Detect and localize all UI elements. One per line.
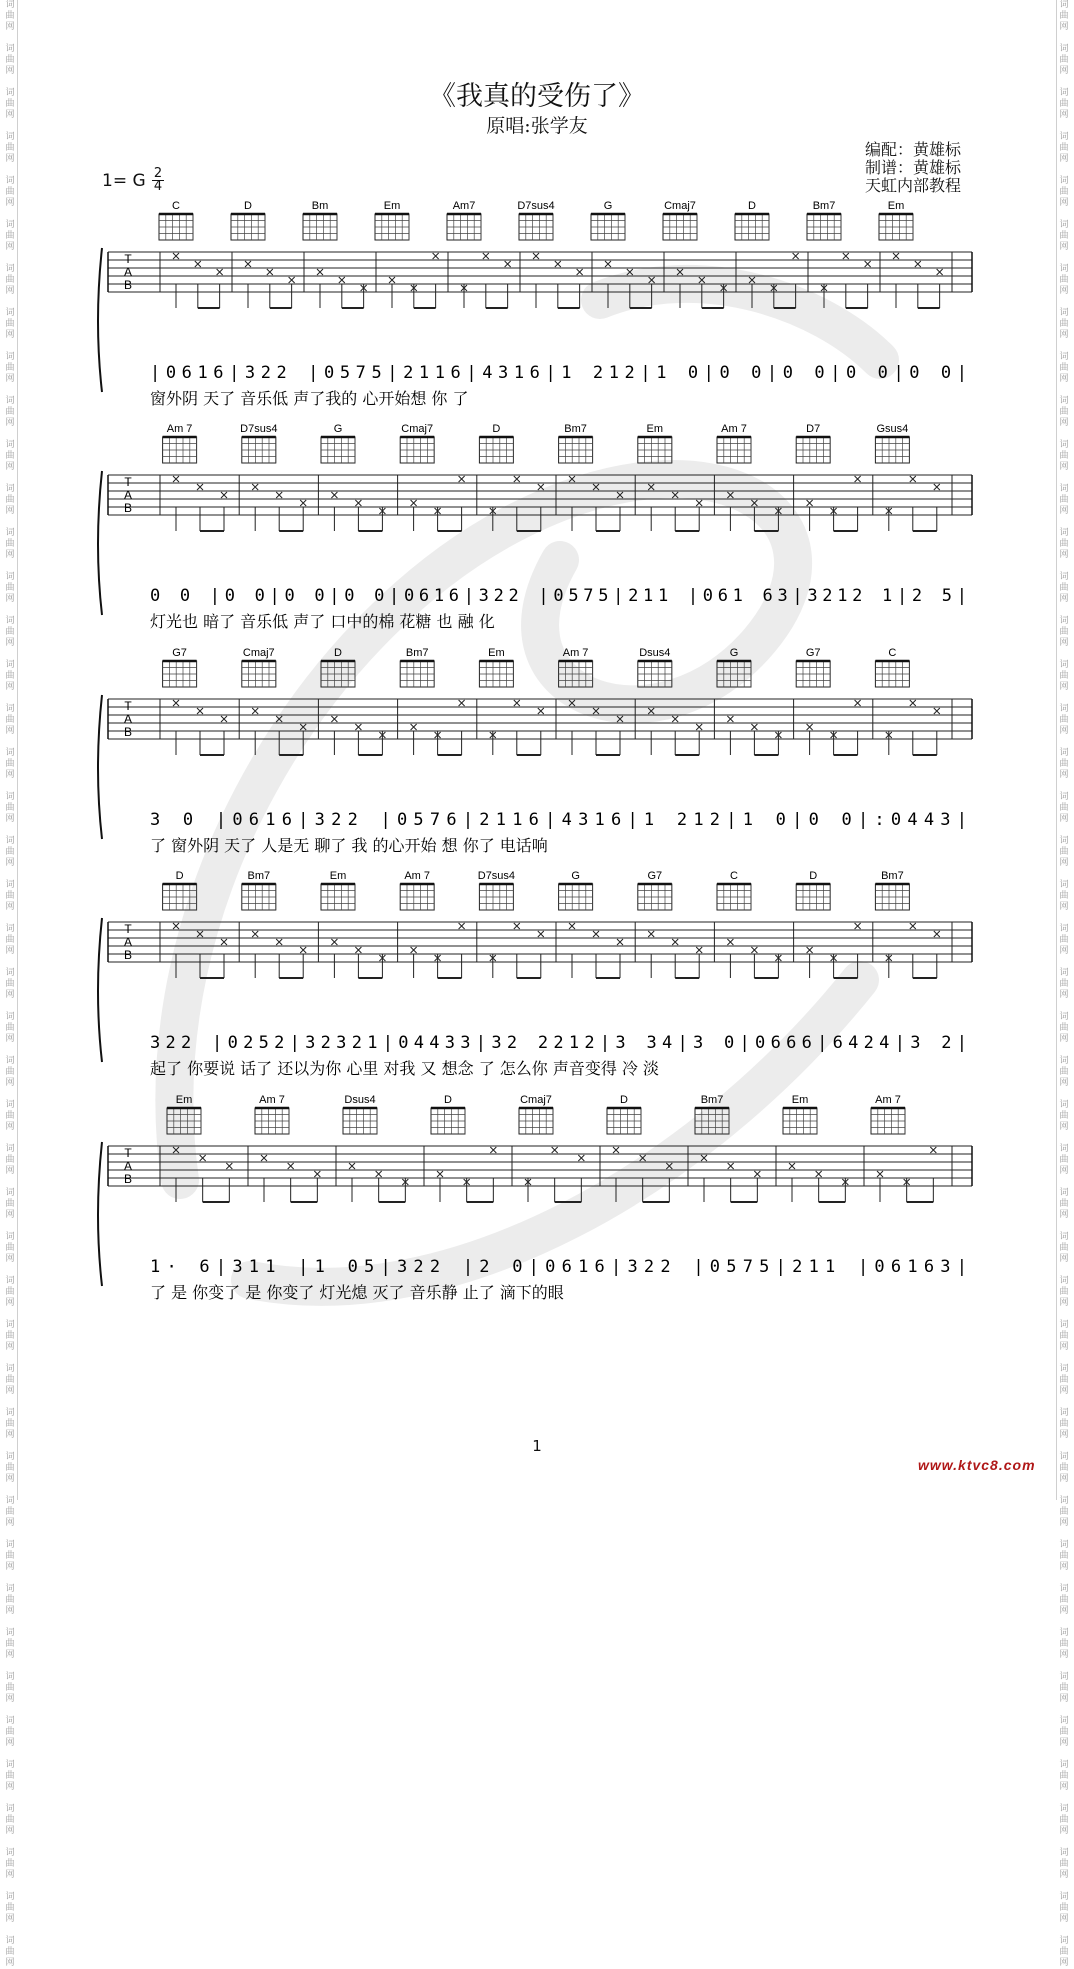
strum-notehead bbox=[173, 923, 179, 929]
chord-name: Bm7 bbox=[700, 1094, 724, 1106]
chord-name: Bm bbox=[311, 200, 329, 212]
strum-notehead bbox=[514, 476, 520, 482]
transcriber-credit: 制谱：黄雄标 bbox=[865, 158, 962, 177]
strum-notehead bbox=[217, 269, 223, 275]
strum-notehead bbox=[699, 277, 705, 283]
tutorial-credit: 天虹内部教程 bbox=[865, 176, 962, 195]
strum-notehead bbox=[617, 716, 623, 722]
chord-name: D bbox=[334, 647, 342, 659]
strum-notehead bbox=[807, 724, 813, 730]
strum-notehead bbox=[459, 476, 465, 482]
tab-clef-letter: A bbox=[123, 488, 133, 502]
strum-notehead bbox=[514, 923, 520, 929]
chord-name: Cmaj7 bbox=[520, 1094, 552, 1106]
strum-notehead bbox=[197, 484, 203, 490]
tab-clef-letter: B bbox=[123, 501, 133, 515]
chord-name: G bbox=[729, 647, 739, 659]
tab-clef-letter: A bbox=[123, 935, 133, 949]
system-brace bbox=[98, 695, 102, 839]
strum-notehead bbox=[865, 261, 871, 267]
chord-name: Em bbox=[488, 647, 505, 659]
strum-notehead bbox=[727, 492, 733, 498]
strum-notehead bbox=[459, 700, 465, 706]
lyrics-line: 窗外阴 天了 音乐低 声了我的 心开始想 你 了 bbox=[150, 389, 469, 408]
strum-notehead bbox=[490, 1147, 496, 1153]
numbered-notation: 322 |0252|32321|04433|32 2212|3 34|3 0|0666|6424|3 2| bbox=[150, 1033, 967, 1053]
strum-notehead bbox=[538, 484, 544, 490]
strum-notehead bbox=[221, 716, 227, 722]
tab-clef-letter: A bbox=[123, 265, 133, 279]
strum-notehead bbox=[843, 253, 849, 259]
strum-notehead bbox=[934, 708, 940, 714]
strum-notehead bbox=[376, 1171, 382, 1177]
strum-notehead bbox=[728, 1163, 734, 1169]
tab-clef-letter: T bbox=[124, 475, 132, 489]
chord-name: Cmaj7 bbox=[242, 647, 275, 659]
strum-notehead bbox=[666, 1163, 672, 1169]
chord-name: D bbox=[244, 200, 252, 212]
strum-notehead bbox=[355, 500, 361, 506]
strum-notehead bbox=[317, 269, 323, 275]
lyrics-line: 了 是 你变了 是 你变了 灯光熄 灭了 音乐静 止了 滴下的眼 bbox=[150, 1283, 564, 1302]
strum-notehead bbox=[389, 277, 395, 283]
right-watermark-column: 词 曲 网 词 曲 网 词 曲 网 词 曲 网 词 曲 网 词 曲 网 词 曲 网 词 曲 网 词 曲 网 词 曲 网 词 曲 网 词 曲 网 词 曲 网 词 曲 网 词 曲 网 词 曲 网 词 曲 网 词 曲 网 词 曲 网 词 曲 网 词 曲 网 词 曲 网 词 曲 网 词 曲 网 词 曲 网 词 曲 网 词 曲 网 词 曲 网 词 曲 网 词 曲 网 词 曲 网 词 曲 网 词 曲 网 词 曲 网 词 曲 网 词 曲 网 词 曲 网 词 曲 网 词 曲 网 词 曲 网 词 曲 网 词 曲 网 词 曲 网 词 曲 网 词 曲 网 bbox=[1056, 0, 1071, 1500]
strum-notehead bbox=[893, 253, 899, 259]
tab-clef-letter: A bbox=[123, 1159, 133, 1173]
tab-clef-letter: T bbox=[124, 699, 132, 713]
tab-clef-letter: B bbox=[123, 948, 133, 962]
strum-notehead bbox=[569, 476, 575, 482]
chord-name: C bbox=[888, 647, 897, 659]
strum-notehead bbox=[355, 724, 361, 730]
strum-notehead bbox=[288, 1163, 294, 1169]
chord-name: Am 7 bbox=[166, 423, 193, 435]
strum-notehead bbox=[505, 261, 511, 267]
numbered-notation: 0 0 |0 0|0 0|0 0|0616|322 |0575|211 |061 63|3212 1|2 5| bbox=[150, 586, 968, 606]
chord-name: Dsus4 bbox=[639, 647, 671, 659]
strum-notehead bbox=[648, 484, 654, 490]
strum-notehead bbox=[578, 1155, 584, 1161]
strum-notehead bbox=[751, 500, 757, 506]
original-singer: 原唱:张学友 bbox=[486, 115, 588, 137]
tab-clef-letter: B bbox=[123, 725, 133, 739]
strum-notehead bbox=[617, 492, 623, 498]
strum-notehead bbox=[593, 708, 599, 714]
strum-notehead bbox=[314, 1171, 320, 1177]
strum-notehead bbox=[245, 261, 251, 267]
strum-notehead bbox=[569, 700, 575, 706]
strum-notehead bbox=[751, 947, 757, 953]
strum-notehead bbox=[538, 931, 544, 937]
strum-notehead bbox=[533, 253, 539, 259]
chord-name: Em bbox=[887, 200, 905, 212]
key-signature: 1= G bbox=[102, 171, 146, 191]
strum-notehead bbox=[252, 484, 258, 490]
system-brace bbox=[98, 1142, 102, 1286]
strum-notehead bbox=[727, 716, 733, 722]
strum-notehead bbox=[677, 269, 683, 275]
chord-name: G bbox=[603, 200, 613, 212]
strum-notehead bbox=[816, 1171, 822, 1177]
strum-notehead bbox=[276, 716, 282, 722]
strum-notehead bbox=[221, 939, 227, 945]
lyrics-line: 灯光也 暗了 音乐低 声了 口中的棉 花糖 也 融 化 bbox=[150, 612, 495, 631]
left-watermark-column: 词 曲 网 词 曲 网 词 曲 网 词 曲 网 词 曲 网 词 曲 网 词 曲 网 词 曲 网 词 曲 网 词 曲 网 词 曲 网 词 曲 网 词 曲 网 词 曲 网 词 曲 网 词 曲 网 词 曲 网 词 曲 网 词 曲 网 词 曲 网 词 曲 网 词 曲 网 词 曲 网 词 曲 网 词 曲 网 词 曲 网 词 曲 网 词 曲 网 词 曲 网 词 曲 网 词 曲 网 词 曲 网 词 曲 网 词 曲 网 词 曲 网 词 曲 网 词 曲 网 词 曲 网 词 曲 网 词 曲 网 词 曲 网 词 曲 网 词 曲 网 词 曲 网 词 曲 网 bbox=[3, 0, 18, 1500]
strum-notehead bbox=[701, 1155, 707, 1161]
strum-notehead bbox=[252, 708, 258, 714]
strum-notehead bbox=[613, 1147, 619, 1153]
strum-notehead bbox=[937, 269, 943, 275]
chord-name: Em bbox=[791, 1094, 809, 1106]
chord-name: Am 7 bbox=[562, 647, 589, 659]
strum-notehead bbox=[617, 939, 623, 945]
strum-notehead bbox=[593, 484, 599, 490]
numbered-notation: 3 0 |0616|322 |0576|2116|4316|1 212|1 0|0 0|:0443| bbox=[150, 810, 967, 830]
chord-name: Am 7 bbox=[259, 1094, 285, 1106]
chord-name: D7 bbox=[806, 423, 821, 435]
strum-notehead bbox=[672, 939, 678, 945]
strum-notehead bbox=[789, 1163, 795, 1169]
page-number: 1 bbox=[532, 1437, 542, 1455]
strum-notehead bbox=[538, 708, 544, 714]
system-brace bbox=[98, 248, 102, 392]
chord-name: Bm7 bbox=[812, 200, 836, 212]
chord-name: D bbox=[175, 870, 184, 882]
strum-notehead bbox=[672, 492, 678, 498]
strum-notehead bbox=[855, 476, 861, 482]
chord-name: Bm7 bbox=[881, 870, 904, 882]
strum-notehead bbox=[807, 500, 813, 506]
strum-notehead bbox=[910, 700, 916, 706]
strum-notehead bbox=[483, 253, 489, 259]
strum-notehead bbox=[649, 277, 655, 283]
strum-notehead bbox=[696, 947, 702, 953]
chord-name: D bbox=[809, 870, 818, 882]
strum-notehead bbox=[915, 261, 921, 267]
numbered-notation: |0616|322 |0575|2116|4316|1 212|1 0|0 0|0 0|0 0|0 0| bbox=[150, 363, 968, 383]
strum-notehead bbox=[459, 923, 465, 929]
strum-notehead bbox=[910, 923, 916, 929]
strum-notehead bbox=[226, 1163, 232, 1169]
chord-name: D bbox=[748, 200, 756, 212]
chord-name: C bbox=[730, 870, 738, 882]
chord-name: D7sus4 bbox=[477, 870, 516, 882]
chord-name: D bbox=[492, 423, 501, 435]
chord-name: Am 7 bbox=[404, 870, 431, 882]
strum-notehead bbox=[696, 724, 702, 730]
time-signature-bottom: 4 bbox=[153, 179, 163, 194]
strum-notehead bbox=[552, 1147, 558, 1153]
strum-notehead bbox=[555, 261, 561, 267]
chord-name: Em bbox=[329, 870, 347, 882]
strum-notehead bbox=[514, 700, 520, 706]
chord-name: Am 7 bbox=[721, 423, 747, 435]
strum-notehead bbox=[855, 700, 861, 706]
strum-notehead bbox=[411, 947, 417, 953]
strum-notehead bbox=[749, 277, 755, 283]
chord-name: D bbox=[620, 1094, 628, 1106]
chord-name: D7sus4 bbox=[517, 200, 555, 212]
strum-notehead bbox=[261, 1155, 267, 1161]
chord-name: G7 bbox=[805, 647, 821, 659]
chord-name: Am 7 bbox=[875, 1094, 901, 1106]
tab-clef-letter: A bbox=[123, 712, 133, 726]
system-brace bbox=[98, 918, 102, 1062]
strum-notehead bbox=[648, 931, 654, 937]
strum-notehead bbox=[934, 931, 940, 937]
strum-notehead bbox=[627, 269, 633, 275]
tab-clef-letter: B bbox=[123, 278, 133, 292]
strum-notehead bbox=[197, 931, 203, 937]
strum-notehead bbox=[349, 1163, 355, 1169]
strum-notehead bbox=[877, 1171, 883, 1177]
strum-notehead bbox=[605, 261, 611, 267]
arranger-credit: 编配：黄雄标 bbox=[865, 140, 962, 159]
chord-name: D bbox=[444, 1094, 452, 1106]
chord-name: Cmaj7 bbox=[664, 200, 696, 212]
strum-notehead bbox=[221, 492, 227, 498]
strum-notehead bbox=[300, 947, 306, 953]
tab-clef-letter: T bbox=[124, 252, 132, 266]
strum-notehead bbox=[411, 724, 417, 730]
strum-notehead bbox=[331, 939, 337, 945]
strum-notehead bbox=[339, 277, 345, 283]
time-signature-top: 2 bbox=[153, 166, 163, 181]
strum-notehead bbox=[195, 261, 201, 267]
strum-notehead bbox=[252, 931, 258, 937]
strum-notehead bbox=[411, 500, 417, 506]
strum-notehead bbox=[331, 716, 337, 722]
chord-name: G7 bbox=[647, 870, 663, 882]
system-brace bbox=[98, 471, 102, 615]
chord-name: Dsus4 bbox=[344, 1094, 376, 1106]
chord-name: Gsus4 bbox=[876, 423, 909, 435]
strum-notehead bbox=[289, 277, 295, 283]
chord-name: Em bbox=[646, 423, 664, 435]
strum-notehead bbox=[300, 500, 306, 506]
chord-name: Em bbox=[383, 200, 401, 212]
strum-notehead bbox=[276, 939, 282, 945]
chord-name: Cmaj7 bbox=[401, 423, 434, 435]
chord-name: C bbox=[172, 200, 180, 212]
chord-name: G bbox=[571, 870, 580, 882]
website-watermark: www.ktvc8.com bbox=[918, 1457, 1036, 1473]
strum-notehead bbox=[200, 1155, 206, 1161]
strum-notehead bbox=[696, 500, 702, 506]
chord-name: G bbox=[333, 423, 343, 435]
strum-notehead bbox=[754, 1171, 760, 1177]
strum-notehead bbox=[173, 1147, 179, 1153]
strum-notehead bbox=[173, 476, 179, 482]
chord-name: Bm7 bbox=[247, 870, 271, 882]
tab-clef-letter: T bbox=[124, 1146, 132, 1160]
strum-notehead bbox=[331, 492, 337, 498]
strum-notehead bbox=[267, 269, 273, 275]
numbered-notation: 1· 6|311 |1 05|322 |2 0|0616|322 |0575|211 |06163| bbox=[150, 1257, 967, 1277]
strum-notehead bbox=[437, 1171, 443, 1177]
strum-notehead bbox=[855, 923, 861, 929]
strum-notehead bbox=[593, 931, 599, 937]
strum-notehead bbox=[934, 484, 940, 490]
strum-notehead bbox=[577, 269, 583, 275]
strum-notehead bbox=[793, 253, 799, 259]
strum-notehead bbox=[173, 253, 179, 259]
tab-clef-letter: T bbox=[124, 922, 132, 936]
strum-notehead bbox=[640, 1155, 646, 1161]
strum-notehead bbox=[276, 492, 282, 498]
strum-notehead bbox=[173, 700, 179, 706]
strum-notehead bbox=[648, 708, 654, 714]
strum-notehead bbox=[300, 724, 306, 730]
strum-notehead bbox=[930, 1147, 936, 1153]
chord-name: Bm7 bbox=[405, 647, 429, 659]
strum-notehead bbox=[433, 253, 439, 259]
chord-name: Am7 bbox=[452, 200, 476, 212]
chord-name: G7 bbox=[172, 647, 187, 659]
tab-clef-letter: B bbox=[123, 1172, 133, 1186]
song-title: 《我真的受伤了》 bbox=[429, 81, 645, 112]
lyrics-line: 起了 你要说 话了 还以为你 心里 对我 又 想念 了 怎么你 声音变得 冷 淡 bbox=[150, 1059, 660, 1078]
strum-notehead bbox=[197, 708, 203, 714]
chord-name: D7sus4 bbox=[240, 423, 278, 435]
lyrics-line: 了 窗外阴 天了 人是无 聊了 我 的心开始 想 你了 电话响 bbox=[150, 836, 548, 855]
strum-notehead bbox=[751, 724, 757, 730]
chord-name: Bm7 bbox=[564, 423, 587, 435]
strum-notehead bbox=[672, 716, 678, 722]
chord-name: Em bbox=[175, 1094, 193, 1106]
strum-notehead bbox=[355, 947, 361, 953]
strum-notehead bbox=[807, 947, 813, 953]
strum-notehead bbox=[910, 476, 916, 482]
strum-notehead bbox=[569, 923, 575, 929]
strum-notehead bbox=[727, 939, 733, 945]
